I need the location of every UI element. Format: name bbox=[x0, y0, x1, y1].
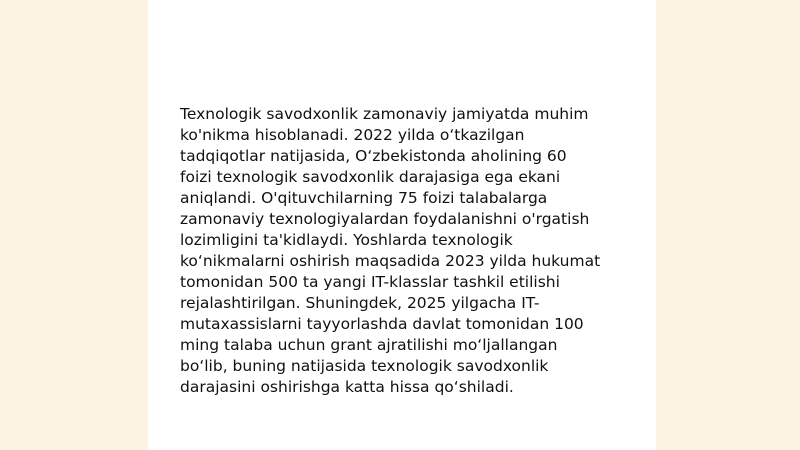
text-line: foizi texnologik savodxonlik darajasiga ega ekani bbox=[180, 168, 561, 186]
text-line: mutaxassislarni tayyorlashda davlat tomonidan 100 bbox=[180, 315, 584, 333]
text-line: Texnologik savodxonlik zamonaviy jamiyatda muhim bbox=[180, 105, 589, 123]
text-line: bo‘lib, buning natijasida texnologik savodxonlik bbox=[180, 357, 549, 375]
text-line: zamonaviy texnologiyalardan foydalanishni o'rgatish bbox=[180, 210, 590, 228]
text-line: lozimligini ta'kidlaydi. Yoshlarda texnologik bbox=[180, 231, 513, 249]
text-line: ming talaba uchun grant ajratilishi mo‘ljallangan bbox=[180, 336, 558, 354]
text-line: ko‘nikmalarni oshirish maqsadida 2023 yilda hukumat bbox=[180, 252, 601, 270]
body-paragraph bbox=[180, 104, 628, 398]
text-line: aniqlandi. O'qituvchilarning 75 foizi talabalarga bbox=[180, 189, 548, 207]
text-line: rejalashtirilgan. Shuningdek, 2025 yilgacha IT- bbox=[180, 294, 540, 312]
text-line: tomonidan 500 ta yangi IT-klasslar tashkil etilishi bbox=[180, 273, 560, 291]
text-line: ko'nikma hisoblanadi. 2022 yilda o‘tkazilgan bbox=[180, 126, 525, 144]
text-line: darajasini oshirishga katta hissa qo‘shiladi. bbox=[180, 378, 514, 396]
document-page bbox=[148, 0, 656, 450]
text-line: tadqiqotlar natijasida, O‘zbekistonda aholining 60 bbox=[180, 147, 567, 165]
